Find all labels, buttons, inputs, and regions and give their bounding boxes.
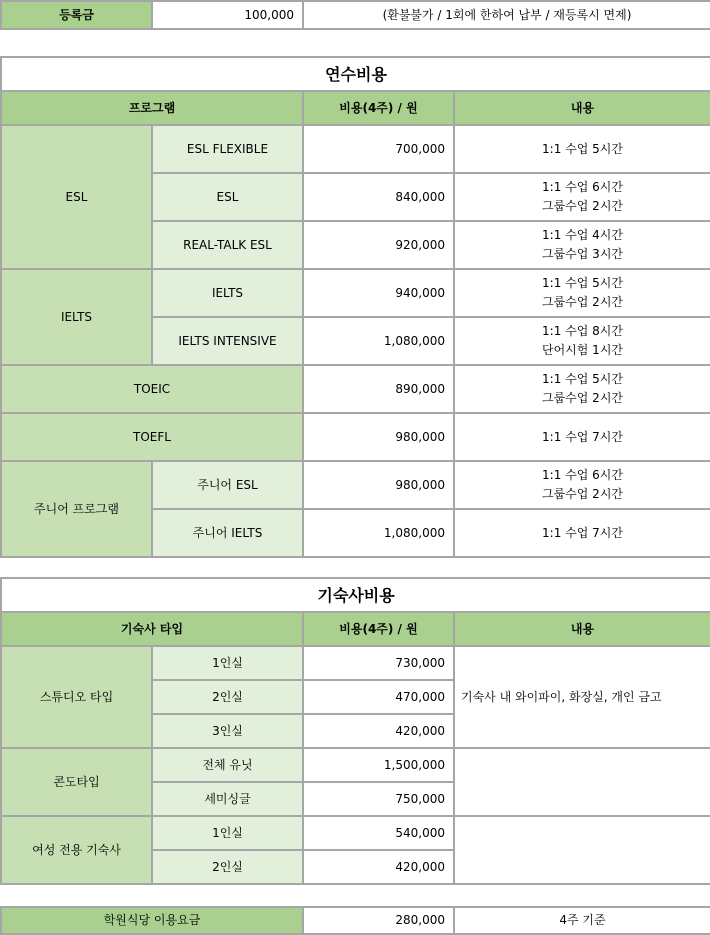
dorm-header-cost: 비용(4주) / 원 (303, 612, 454, 646)
registration-note: (환불불가 / 1회에 한하여 납부 / 재등록시 면제) (303, 1, 710, 29)
program-content (454, 365, 710, 413)
program-price: 980,000 (303, 413, 454, 461)
content-line: 그룹수업 2시간 (542, 295, 624, 309)
meal-price: 280,000 (303, 907, 454, 934)
dorm-room-name: 3인실 (152, 714, 303, 748)
program-name: ESL FLEXIBLE (152, 125, 303, 173)
program-content (454, 221, 710, 269)
dorm-room-name: 1인실 (152, 816, 303, 850)
dorm-price: 470,000 (303, 680, 454, 714)
program-group-junior: 주니어 프로그램 (1, 461, 152, 557)
dorm-price: 420,000 (303, 714, 454, 748)
content-line: 1:1 수업 7시간 (542, 429, 623, 444)
meal-label: 학원식당 이용요금 (1, 907, 303, 934)
dorm-title: 기숙사비용 (1, 578, 710, 612)
meal-note: 4주 기준 (454, 907, 710, 934)
content-line: 그룹수업 2시간 (542, 199, 624, 213)
program-content (454, 125, 710, 173)
program-name: 주니어 ESL (152, 461, 303, 509)
dorm-room-name: 세미싱글 (152, 782, 303, 816)
table-row (1, 461, 710, 509)
program-content (454, 509, 710, 557)
tuition-header-content: 내용 (454, 91, 710, 125)
table-row (1, 125, 710, 173)
content-line: 1:1 수업 7시간 (542, 525, 623, 540)
tuition-table (0, 56, 710, 558)
tuition-title: 연수비용 (1, 57, 710, 91)
program-name-toefl: TOEFL (1, 413, 303, 461)
registration-label: 등록금 (1, 1, 152, 29)
content-line: 1:1 수업 5시간 (542, 372, 623, 386)
dorm-group-studio: 스튜디오 타입 (1, 646, 152, 748)
program-name: REAL-TALK ESL (152, 221, 303, 269)
content-line: 그룹수업 3시간 (542, 247, 624, 261)
dorm-price: 730,000 (303, 646, 454, 680)
program-group-ielts: IELTS (1, 269, 152, 365)
program-content (454, 413, 710, 461)
dorm-price: 1,500,000 (303, 748, 454, 782)
content-line: 그룹수업 2시간 (542, 391, 624, 405)
program-price: 700,000 (303, 125, 454, 173)
dorm-table (0, 577, 710, 885)
program-price: 940,000 (303, 269, 454, 317)
table-row (1, 646, 710, 680)
dorm-condo-note (454, 748, 710, 816)
dorm-room-name: 2인실 (152, 680, 303, 714)
tuition-header-cost: 비용(4주) / 원 (303, 91, 454, 125)
program-name: IELTS INTENSIVE (152, 317, 303, 365)
content-line: 단어시험 1시간 (542, 343, 624, 357)
dorm-room-name: 전체 유닛 (152, 748, 303, 782)
content-line: 1:1 수업 4시간 (542, 228, 623, 242)
table-row (1, 748, 710, 782)
program-content (454, 269, 710, 317)
table-row (1, 269, 710, 317)
table-row (1, 413, 710, 461)
program-price: 840,000 (303, 173, 454, 221)
program-price: 1,080,000 (303, 509, 454, 557)
content-line: 1:1 수업 6시간 (542, 180, 623, 194)
registration-table (0, 0, 710, 30)
program-group-esl: ESL (1, 125, 152, 269)
dorm-price: 420,000 (303, 850, 454, 884)
content-line: 1:1 수업 5시간 (542, 141, 623, 156)
program-content (454, 461, 710, 509)
dorm-room-name: 1인실 (152, 646, 303, 680)
content-line: 1:1 수업 5시간 (542, 276, 623, 290)
table-row (1, 816, 710, 850)
content-line: 1:1 수업 6시간 (542, 468, 623, 482)
dorm-studio-note: 기숙사 내 와이파이, 화장실, 개인 금고 (454, 646, 710, 748)
program-content (454, 173, 710, 221)
tuition-header-program: 프로그램 (1, 91, 303, 125)
dorm-women-note (454, 816, 710, 884)
program-name: 주니어 IELTS (152, 509, 303, 557)
program-name-toeic: TOEIC (1, 365, 303, 413)
content-line: 그룹수업 2시간 (542, 487, 624, 501)
dorm-group-women: 여성 전용 기숙사 (1, 816, 152, 884)
registration-price: 100,000 (152, 1, 303, 29)
program-name: IELTS (152, 269, 303, 317)
dorm-room-name: 2인실 (152, 850, 303, 884)
program-price: 980,000 (303, 461, 454, 509)
dorm-header-content: 내용 (454, 612, 710, 646)
program-price: 1,080,000 (303, 317, 454, 365)
program-content (454, 317, 710, 365)
program-name: ESL (152, 173, 303, 221)
table-row (1, 365, 710, 413)
program-price: 890,000 (303, 365, 454, 413)
dorm-group-condo: 콘도타입 (1, 748, 152, 816)
dorm-header-type: 기숙사 타입 (1, 612, 303, 646)
program-price: 920,000 (303, 221, 454, 269)
dorm-price: 540,000 (303, 816, 454, 850)
dorm-price: 750,000 (303, 782, 454, 816)
content-line: 1:1 수업 8시간 (542, 324, 623, 338)
